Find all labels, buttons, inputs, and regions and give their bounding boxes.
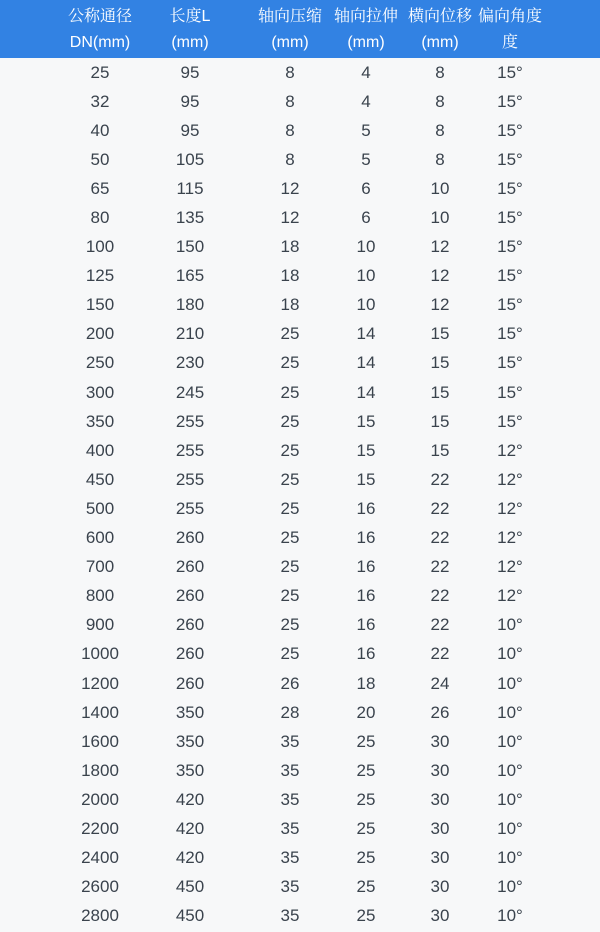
table-row: [0, 698, 600, 727]
table-cell: 15°: [497, 149, 523, 169]
table-cell: 10°: [497, 760, 523, 780]
table-cell: 260: [175, 528, 205, 548]
table-cell: 35: [280, 760, 300, 780]
table-cell: 80: [90, 208, 110, 228]
table-cell: 25: [280, 324, 300, 344]
table-cell: 500: [85, 498, 115, 518]
table-cell: 300: [85, 382, 115, 402]
table-cell: 14: [356, 353, 376, 373]
column-unit: (mm): [421, 33, 459, 51]
table-cell: 95: [180, 120, 200, 140]
table-cell: 180: [175, 295, 205, 315]
table-cell: 35: [280, 877, 300, 897]
table-cell: 125: [85, 266, 115, 286]
table-cell: 22: [430, 615, 450, 635]
table-cell: 15°: [497, 237, 523, 257]
table-row: [0, 174, 600, 203]
table-cell: 230: [175, 353, 205, 373]
table-cell: 22: [430, 557, 450, 577]
table-cell: 10°: [497, 644, 523, 664]
column-unit: DN(mm): [69, 33, 131, 51]
table-cell: 15°: [497, 324, 523, 344]
table-cell: 245: [175, 382, 205, 402]
table-cell: 22: [430, 469, 450, 489]
column-label: 横向位移: [407, 7, 472, 25]
table-cell: 4: [361, 91, 371, 111]
table-cell: 14: [356, 324, 376, 344]
table-cell: 15: [430, 440, 450, 460]
table-cell: 30: [430, 877, 450, 897]
table-cell: 25: [280, 557, 300, 577]
table-cell: 250: [85, 353, 115, 373]
table-cell: 25: [280, 440, 300, 460]
table-cell: 420: [175, 848, 205, 868]
table-cell: 12: [280, 178, 300, 198]
table-cell: 8: [435, 149, 445, 169]
table-cell: 10°: [497, 906, 523, 926]
table-cell: 12: [430, 237, 450, 257]
table-cell: 12°: [497, 440, 523, 460]
table-cell: 2400: [81, 848, 119, 868]
table-row: [0, 58, 600, 87]
table-row: [0, 291, 600, 320]
table-cell: 35: [280, 906, 300, 926]
table-cell: 15°: [497, 91, 523, 111]
table-cell: 35: [280, 818, 300, 838]
column-label: 公称通径: [68, 7, 133, 25]
table-cell: 12°: [497, 586, 523, 606]
table-cell: 28: [280, 702, 300, 722]
table-cell: 700: [85, 557, 115, 577]
table-cell: 10: [356, 295, 376, 315]
table-cell: 255: [175, 469, 205, 489]
table-row: [0, 785, 600, 814]
table-cell: 25: [90, 62, 110, 82]
header-cell-length: [130, 6, 250, 53]
table-cell: 32: [90, 91, 110, 111]
table-cell: 25: [356, 731, 376, 751]
table-cell: 260: [175, 673, 205, 693]
table-cell: 25: [280, 353, 300, 373]
table-row: [0, 116, 600, 145]
header-cell-axial-compression: [250, 6, 330, 53]
header-cell-dn: [68, 6, 133, 53]
table-cell: 15: [356, 411, 376, 431]
table-cell: 2800: [81, 906, 119, 926]
table-row: [0, 844, 600, 873]
table-row: [0, 582, 600, 611]
table-cell: 100: [85, 237, 115, 257]
table-cell: 35: [280, 848, 300, 868]
table-cell: 16: [356, 557, 376, 577]
table-cell: 6: [361, 208, 371, 228]
table-cell: 10°: [497, 615, 523, 635]
table-cell: 105: [175, 149, 205, 169]
table-cell: 25: [280, 411, 300, 431]
table-cell: 150: [85, 295, 115, 315]
header-cell-axial-tension: [330, 6, 402, 53]
table-row: [0, 262, 600, 291]
table-cell: 24: [430, 673, 450, 693]
table-row: [0, 756, 600, 785]
table-cell: 16: [356, 528, 376, 548]
table-cell: 600: [85, 528, 115, 548]
table-cell: 12°: [497, 498, 523, 518]
table-cell: 8: [435, 91, 445, 111]
table-cell: 15: [430, 324, 450, 344]
table-cell: 25: [356, 877, 376, 897]
table-cell: 95: [180, 62, 200, 82]
table-cell: 30: [430, 760, 450, 780]
table-cell: 150: [175, 237, 205, 257]
table-header: [0, 0, 600, 58]
table-cell: 22: [430, 528, 450, 548]
table-row: [0, 669, 600, 698]
header-cell-deflection-angle: [478, 6, 542, 53]
table-cell: 10°: [497, 702, 523, 722]
table-cell: 420: [175, 818, 205, 838]
table-cell: 95: [180, 91, 200, 111]
table-cell: 350: [175, 760, 205, 780]
table-cell: 18: [280, 295, 300, 315]
table-cell: 350: [175, 731, 205, 751]
table-row: [0, 145, 600, 174]
table-cell: 25: [356, 818, 376, 838]
table-row: [0, 87, 600, 116]
table-row: [0, 465, 600, 494]
table-cell: 450: [85, 469, 115, 489]
column-unit: 度: [501, 33, 518, 51]
table-cell: 5: [361, 149, 371, 169]
table-cell: 30: [430, 906, 450, 926]
table-cell: 15: [430, 411, 450, 431]
table-cell: 65: [90, 178, 110, 198]
table-cell: 22: [430, 498, 450, 518]
table-cell: 22: [430, 586, 450, 606]
table-row: [0, 611, 600, 640]
table-cell: 420: [175, 789, 205, 809]
table-cell: 15°: [497, 295, 523, 315]
table-cell: 200: [85, 324, 115, 344]
table-cell: 15°: [497, 208, 523, 228]
table-cell: 10: [430, 178, 450, 198]
table-cell: 35: [280, 731, 300, 751]
table-cell: 12: [430, 295, 450, 315]
table-cell: 15°: [497, 353, 523, 373]
table-row: [0, 233, 600, 262]
table-cell: 15: [356, 440, 376, 460]
table-row: [0, 203, 600, 232]
table-cell: 135: [175, 208, 205, 228]
table-cell: 15°: [497, 178, 523, 198]
table-cell: 25: [280, 498, 300, 518]
table-row: [0, 320, 600, 349]
table-cell: 10: [356, 237, 376, 257]
table-cell: 210: [175, 324, 205, 344]
table-cell: 16: [356, 498, 376, 518]
table-row: [0, 407, 600, 436]
table-cell: 10: [430, 208, 450, 228]
table-cell: 15: [356, 469, 376, 489]
table-cell: 10°: [497, 789, 523, 809]
table-cell: 18: [356, 673, 376, 693]
table-cell: 8: [285, 91, 295, 111]
table-cell: 4: [361, 62, 371, 82]
table-cell: 260: [175, 615, 205, 635]
table-cell: 350: [85, 411, 115, 431]
table-cell: 15: [430, 382, 450, 402]
column-label: 长度L: [169, 7, 211, 25]
table-cell: 14: [356, 382, 376, 402]
table-cell: 1400: [81, 702, 119, 722]
table-cell: 450: [175, 877, 205, 897]
column-label: 偏向角度: [478, 7, 543, 25]
table-cell: 25: [356, 789, 376, 809]
table-cell: 10°: [497, 848, 523, 868]
table-cell: 5: [361, 120, 371, 140]
table-cell: 25: [280, 382, 300, 402]
table-cell: 12°: [497, 469, 523, 489]
table-cell: 25: [280, 469, 300, 489]
table-row: [0, 553, 600, 582]
table-cell: 8: [285, 62, 295, 82]
table-cell: 18: [280, 237, 300, 257]
table-cell: 2200: [81, 818, 119, 838]
table-body: [0, 58, 600, 931]
table-cell: 25: [356, 906, 376, 926]
table-row: [0, 349, 600, 378]
table-cell: 255: [175, 440, 205, 460]
table-cell: 260: [175, 557, 205, 577]
table-cell: 15°: [497, 382, 523, 402]
table-cell: 6: [361, 178, 371, 198]
table-cell: 35: [280, 789, 300, 809]
table-cell: 16: [356, 586, 376, 606]
table-cell: 10°: [497, 731, 523, 751]
table-row: [0, 902, 600, 931]
table-cell: 12°: [497, 528, 523, 548]
table-cell: 12: [430, 266, 450, 286]
column-label: 轴向压缩: [257, 7, 322, 25]
column-unit: (mm): [171, 33, 209, 51]
table-cell: 2600: [81, 877, 119, 897]
table-cell: 12: [280, 208, 300, 228]
table-cell: 115: [176, 178, 204, 198]
column-label: 轴向拉伸: [333, 7, 398, 25]
table-cell: 18: [280, 266, 300, 286]
table-cell: 400: [85, 440, 115, 460]
table-cell: 10°: [497, 818, 523, 838]
table-row: [0, 494, 600, 523]
table-cell: 25: [280, 586, 300, 606]
table-cell: 900: [85, 615, 115, 635]
table-cell: 350: [175, 702, 205, 722]
table-cell: 15: [430, 353, 450, 373]
table-cell: 1800: [81, 760, 119, 780]
table-cell: 26: [280, 673, 300, 693]
table-cell: 10°: [497, 673, 523, 693]
table-cell: 30: [430, 848, 450, 868]
table-cell: 26: [430, 702, 450, 722]
table-cell: 25: [356, 760, 376, 780]
table-row: [0, 640, 600, 669]
table-cell: 25: [356, 848, 376, 868]
table-cell: 16: [356, 644, 376, 664]
table-cell: 255: [175, 411, 205, 431]
table-cell: 25: [280, 644, 300, 664]
table-cell: 255: [175, 498, 205, 518]
table-cell: 1600: [81, 731, 119, 751]
table-cell: 15°: [497, 120, 523, 140]
table-cell: 450: [175, 906, 205, 926]
table-cell: 260: [175, 644, 205, 664]
table-cell: 15°: [497, 266, 523, 286]
table-row: [0, 378, 600, 407]
table-cell: 15°: [497, 62, 523, 82]
table-cell: 1200: [81, 673, 119, 693]
table-cell: 40: [90, 120, 110, 140]
table-cell: 1000: [81, 644, 119, 664]
table-cell: 8: [435, 120, 445, 140]
column-unit: (mm): [347, 33, 385, 51]
table-cell: 30: [430, 731, 450, 751]
header-cell-lateral-displacement: [402, 6, 478, 53]
table-row: [0, 727, 600, 756]
table-cell: 10°: [497, 877, 523, 897]
table-cell: 25: [280, 528, 300, 548]
table-cell: 8: [285, 120, 295, 140]
table-cell: 30: [430, 789, 450, 809]
table-cell: 25: [280, 615, 300, 635]
table-row: [0, 436, 600, 465]
table-cell: 22: [430, 644, 450, 664]
table-cell: 8: [435, 62, 445, 82]
table-cell: 8: [285, 149, 295, 169]
table-cell: 12°: [497, 557, 523, 577]
table-cell: 260: [175, 586, 205, 606]
table-cell: 165: [175, 266, 205, 286]
table-row: [0, 873, 600, 902]
column-unit: (mm): [271, 33, 309, 51]
table-cell: 50: [90, 149, 110, 169]
table-cell: 16: [356, 615, 376, 635]
table-cell: 10: [356, 266, 376, 286]
table-row: [0, 524, 600, 553]
table-cell: 15°: [497, 411, 523, 431]
table-cell: 2000: [81, 789, 119, 809]
table-cell: 800: [85, 586, 115, 606]
table-row: [0, 814, 600, 843]
table-cell: 20: [356, 702, 376, 722]
table-cell: 30: [430, 818, 450, 838]
